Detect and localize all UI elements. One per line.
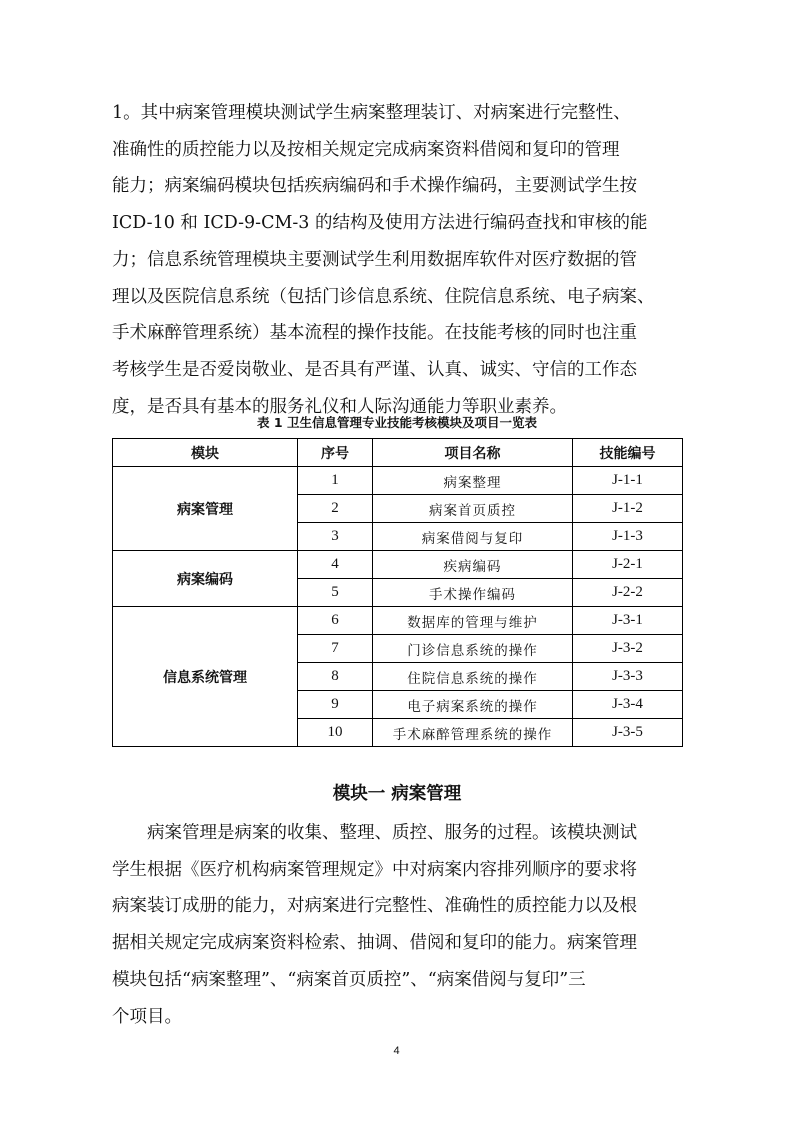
item-name: 疾病编码 <box>373 551 573 579</box>
skill-code: J-3-5 <box>573 719 683 747</box>
text-line: 个项目。 <box>112 1006 182 1027</box>
item-name: 住院信息系统的操作 <box>373 663 573 691</box>
skill-code: J-1-1 <box>573 467 683 495</box>
table-row <box>113 467 683 495</box>
section-paragraph <box>112 815 684 1035</box>
text-line: ICD-10 和 ICD-9-CM-3 的结构及使用方法进行编码查找和审核的能 <box>112 213 648 234</box>
item-name: 数据库的管理与维护 <box>373 607 573 635</box>
text-line: 学生根据《医疗机构病案管理规定》中对病案内容排列顺序的要求将 <box>112 859 637 880</box>
skill-code: J-3-4 <box>573 691 683 719</box>
item-name: 电子病案系统的操作 <box>373 691 573 719</box>
text-line: 1。其中病案管理模块测试学生病案整理装订、对病案进行完整性、 <box>112 103 631 123</box>
module-cell: 病案编码 <box>113 551 298 607</box>
row-number: 10 <box>298 719 373 747</box>
item-name: 病案借阅与复印 <box>373 523 573 551</box>
table-header-row <box>113 439 683 467</box>
module-cell: 信息系统管理 <box>113 607 298 747</box>
intro-paragraph <box>112 95 684 425</box>
skill-code: J-1-3 <box>573 523 683 551</box>
text-line: 据相关规定完成病案资料检索、抽调、借阅和复印的能力。病案管理 <box>112 933 637 954</box>
row-number: 1 <box>298 467 373 495</box>
header-module: 模块 <box>113 439 298 467</box>
header-no: 序号 <box>298 439 373 467</box>
text-line: 理以及医院信息系统（包括门诊信息系统、住院信息系统、电子病案、 <box>112 286 655 307</box>
row-number: 7 <box>298 635 373 663</box>
text-line: 度，是否具有基本的服务礼仪和人际沟通能力等职业素养。 <box>112 396 567 417</box>
text-line: 力；信息系统管理模块主要测试学生利用数据库软件对医疗数据的管 <box>112 249 637 270</box>
skill-code: J-3-3 <box>573 663 683 691</box>
text-line: 能力；病案编码模块包括疾病编码和手术操作编码，主要测试学生按 <box>112 176 637 197</box>
module-cell: 病案管理 <box>113 467 298 551</box>
row-number: 4 <box>298 551 373 579</box>
item-name: 病案整理 <box>373 467 573 495</box>
page-number: 4 <box>393 1045 400 1057</box>
item-name: 门诊信息系统的操作 <box>373 635 573 663</box>
table-caption: 表 1 卫生信息管理专业技能考核模块及项目一览表 <box>257 415 537 430</box>
item-name: 手术操作编码 <box>373 579 573 607</box>
table-row <box>113 551 683 579</box>
text-line: 模块包括“病案整理”、“病案首页质控”、“病案借阅与复印”三 <box>112 969 586 990</box>
header-item: 项目名称 <box>373 439 573 467</box>
text-line: 手术麻醉管理系统）基本流程的操作技能。在技能考核的同时也注重 <box>112 323 637 344</box>
row-number: 6 <box>298 607 373 635</box>
text-line: 考核学生是否爱岗敬业、是否具有严谨、认真、诚实、守信的工作态 <box>112 359 637 380</box>
skill-code: J-2-2 <box>573 579 683 607</box>
row-number: 5 <box>298 579 373 607</box>
skill-code: J-3-2 <box>573 635 683 663</box>
skill-code: J-1-2 <box>573 495 683 523</box>
text-line: 准确性的质控能力以及按相关规定完成病案资料借阅和复印的管理 <box>112 139 620 160</box>
row-number: 8 <box>298 663 373 691</box>
row-number: 9 <box>298 691 373 719</box>
table-row <box>113 607 683 635</box>
header-code: 技能编号 <box>573 439 683 467</box>
text-line: 病案装订成册的能力，对病案进行完整性、准确性的质控能力以及根 <box>112 896 637 917</box>
item-name: 手术麻醉管理系统的操作 <box>373 719 573 747</box>
item-name: 病案首页质控 <box>373 495 573 523</box>
skill-code: J-2-1 <box>573 551 683 579</box>
text-line: 病案管理是病案的收集、整理、质控、服务的过程。该模块测试 <box>112 823 637 843</box>
row-number: 2 <box>298 495 373 523</box>
skill-code: J-3-1 <box>573 607 683 635</box>
skills-table <box>112 438 683 747</box>
row-number: 3 <box>298 523 373 551</box>
section-heading: 模块一 病案管理 <box>332 784 462 804</box>
